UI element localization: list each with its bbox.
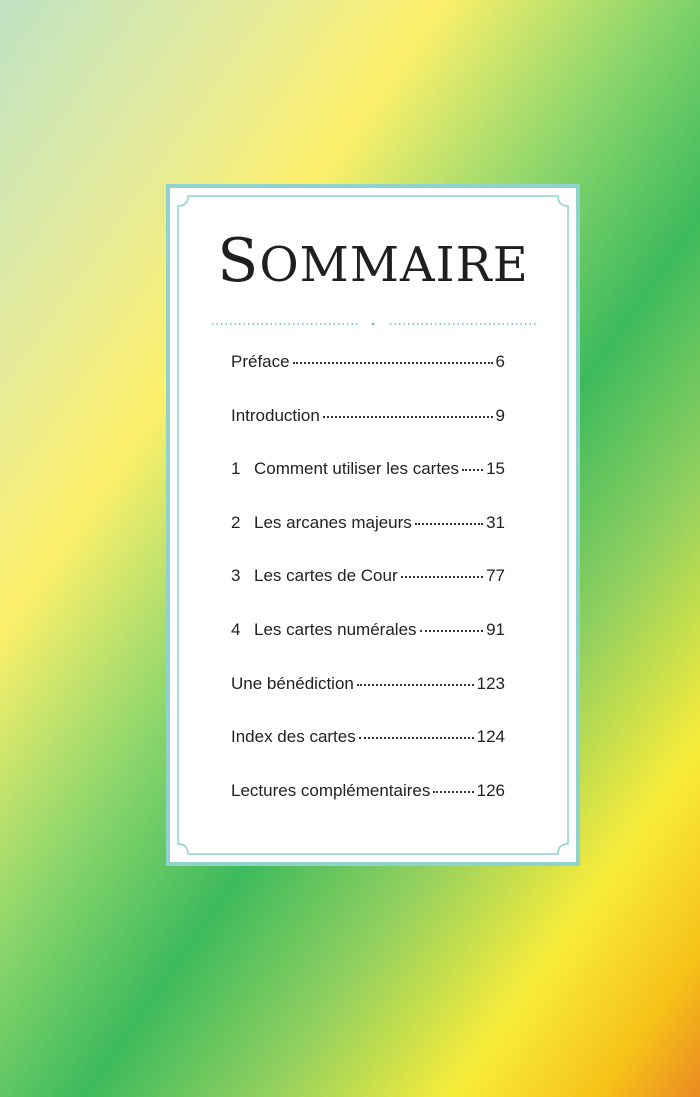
toc-entry[interactable] <box>231 459 505 513</box>
toc-page-number: 126 <box>476 780 505 800</box>
toc-label: Lectures complémentaires <box>231 780 431 800</box>
toc-label: Index des cartes <box>231 727 356 747</box>
toc-page-number: 9 <box>495 405 505 425</box>
chapter-number: 1 <box>231 459 241 479</box>
chapter-number: 2 <box>231 512 241 532</box>
toc-page-number: 123 <box>476 673 505 693</box>
toc-entry[interactable] <box>231 406 505 460</box>
toc-label: Introduction <box>231 405 320 425</box>
toc-entry[interactable] <box>231 513 505 567</box>
toc-entry[interactable] <box>231 566 505 620</box>
ornament-divider <box>212 312 538 336</box>
toc-entry[interactable] <box>231 620 505 674</box>
toc-page-number: 15 <box>486 459 505 479</box>
toc-entry[interactable] <box>231 352 505 406</box>
toc-label: Les cartes numérales <box>254 619 417 639</box>
toc-label: Comment utiliser les cartes <box>254 459 460 479</box>
dot-leader <box>420 630 484 632</box>
toc-label: Une bénédiction <box>231 673 354 693</box>
chapter-number: 4 <box>231 619 241 639</box>
dot-leader <box>401 576 483 578</box>
dot-leader <box>357 684 474 686</box>
toc-label: Les cartes de Cour <box>254 566 398 586</box>
dot-leader <box>359 737 474 739</box>
toc-page-number: 77 <box>486 566 505 586</box>
contents-card <box>166 184 580 866</box>
table-of-contents <box>231 352 505 834</box>
chapter-number: 3 <box>231 566 241 586</box>
dot-leader <box>433 791 473 793</box>
toc-entry[interactable] <box>231 727 505 781</box>
toc-page-number: 6 <box>495 352 505 371</box>
toc-page-number: 31 <box>486 512 505 532</box>
dot-leader <box>323 416 493 418</box>
toc-label: Préface <box>231 352 290 371</box>
crescent-moon-icon <box>369 315 378 333</box>
dot-leader <box>462 469 483 471</box>
toc-entry[interactable] <box>231 674 505 728</box>
toc-page-number: 91 <box>486 619 505 639</box>
page-title: SOMMAIRE <box>217 226 529 296</box>
toc-label: Les arcanes majeurs <box>254 512 412 532</box>
dot-leader <box>293 362 493 364</box>
dot-leader <box>415 523 483 525</box>
toc-page-number: 124 <box>476 727 505 747</box>
toc-entry[interactable] <box>231 781 505 835</box>
